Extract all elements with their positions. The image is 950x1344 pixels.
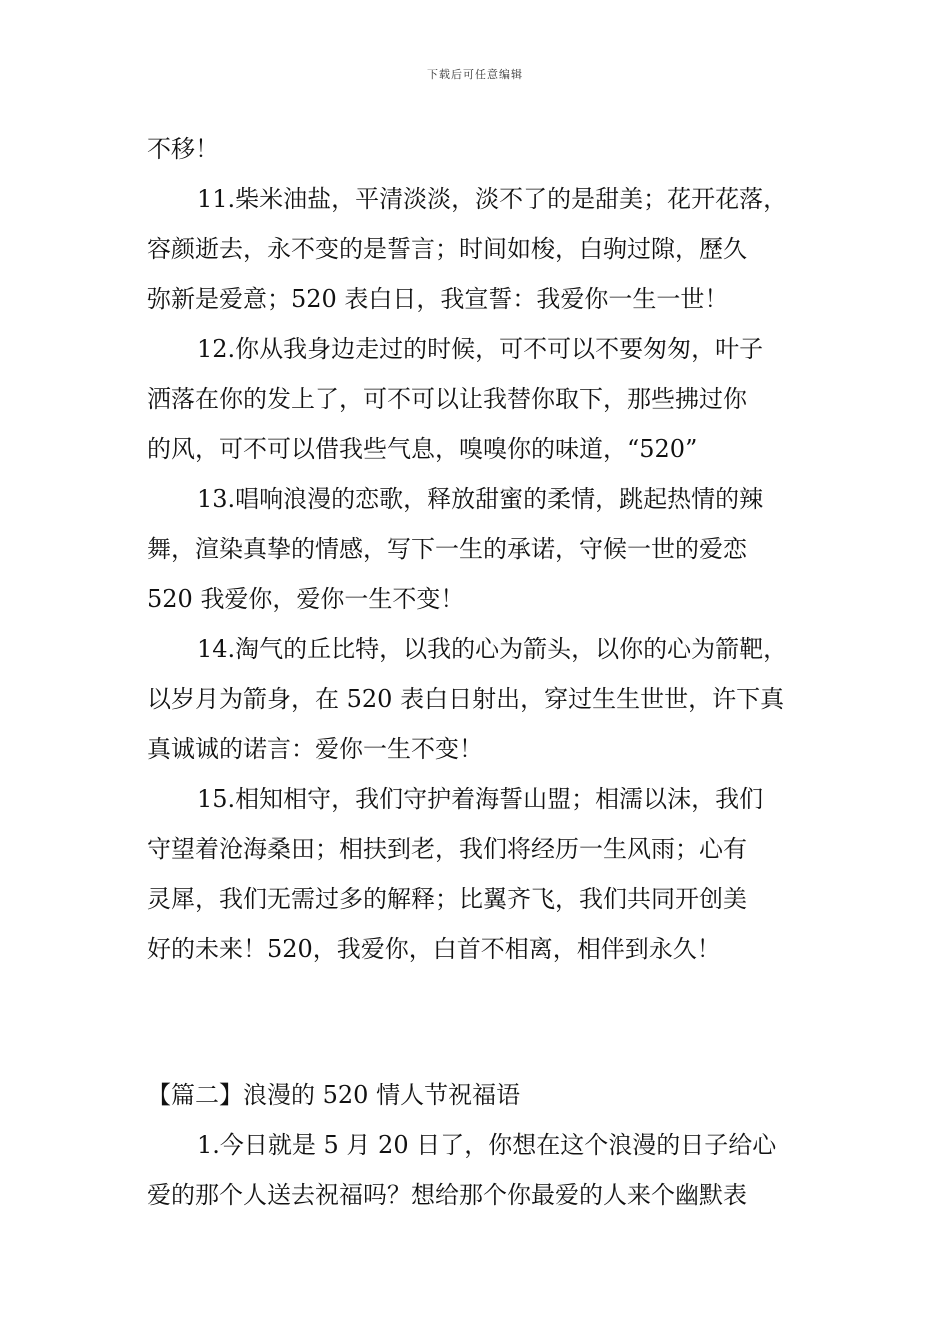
text-line: 洒落在你的发上了，可不可以让我替你取下，那些拂过你 <box>147 385 747 413</box>
text-line: 容颜逝去，永不变的是誓言；时间如梭，白驹过隙，歷久 <box>147 235 747 263</box>
text-line: 14.淘气的丘比特，以我的心为箭头，以你的心为箭靶， <box>197 635 788 663</box>
text-line: 13.唱响浪漫的恋歌，释放甜蜜的柔情，跳起热情的辣 <box>197 485 764 513</box>
text-line: 守望着沧海桑田；相扶到老，我们将经历一生风雨；心有 <box>147 835 747 863</box>
text-line: 的风，可不可以借我些气息，嗅嗅你的味道，“520” <box>147 435 698 463</box>
text-line: 好的未来！520，我爱你，白首不相离，相伴到永久！ <box>147 935 721 963</box>
text-line: 520 我爱你，爱你一生不变！ <box>147 585 465 613</box>
text-line: 不移！ <box>147 135 219 163</box>
text-line: 舞，渲染真挚的情感，写下一生的承诺，守候一世的爱恋 <box>147 535 747 563</box>
text-line: 1.今日就是 5 月 20 日了，你想在这个浪漫的日子给心 <box>197 1131 777 1159</box>
section-title: 【篇二】浪漫的 520 情人节祝福语 <box>147 1081 521 1109</box>
text-line: 11.柴米油盐，平清淡淡，淡不了的是甜美；花开花落， <box>197 185 788 213</box>
text-line: 15.相知相守，我们守护着海誓山盟；相濡以沫，我们 <box>197 785 764 813</box>
text-line: 以岁月为箭身，在 520 表白日射出，穿过生生世世，许下真 <box>147 685 785 713</box>
text-line: 真诚诚的诺言：爱你一生不变！ <box>147 735 483 763</box>
text-line: 弥新是爱意；520 表白日，我宣誓：我爱你一生一世！ <box>147 285 729 313</box>
text-line: 12.你从我身边走过的时候，可不可以不要匆匆，叶子 <box>197 335 764 363</box>
page-header: 下载后可任意编辑 <box>427 68 523 81</box>
text-line: 灵犀，我们无需过多的解释；比翼齐飞，我们共同开创美 <box>147 885 747 913</box>
text-line: 爱的那个人送去祝福吗？想给那个你最爱的人来个幽默表 <box>147 1181 747 1209</box>
